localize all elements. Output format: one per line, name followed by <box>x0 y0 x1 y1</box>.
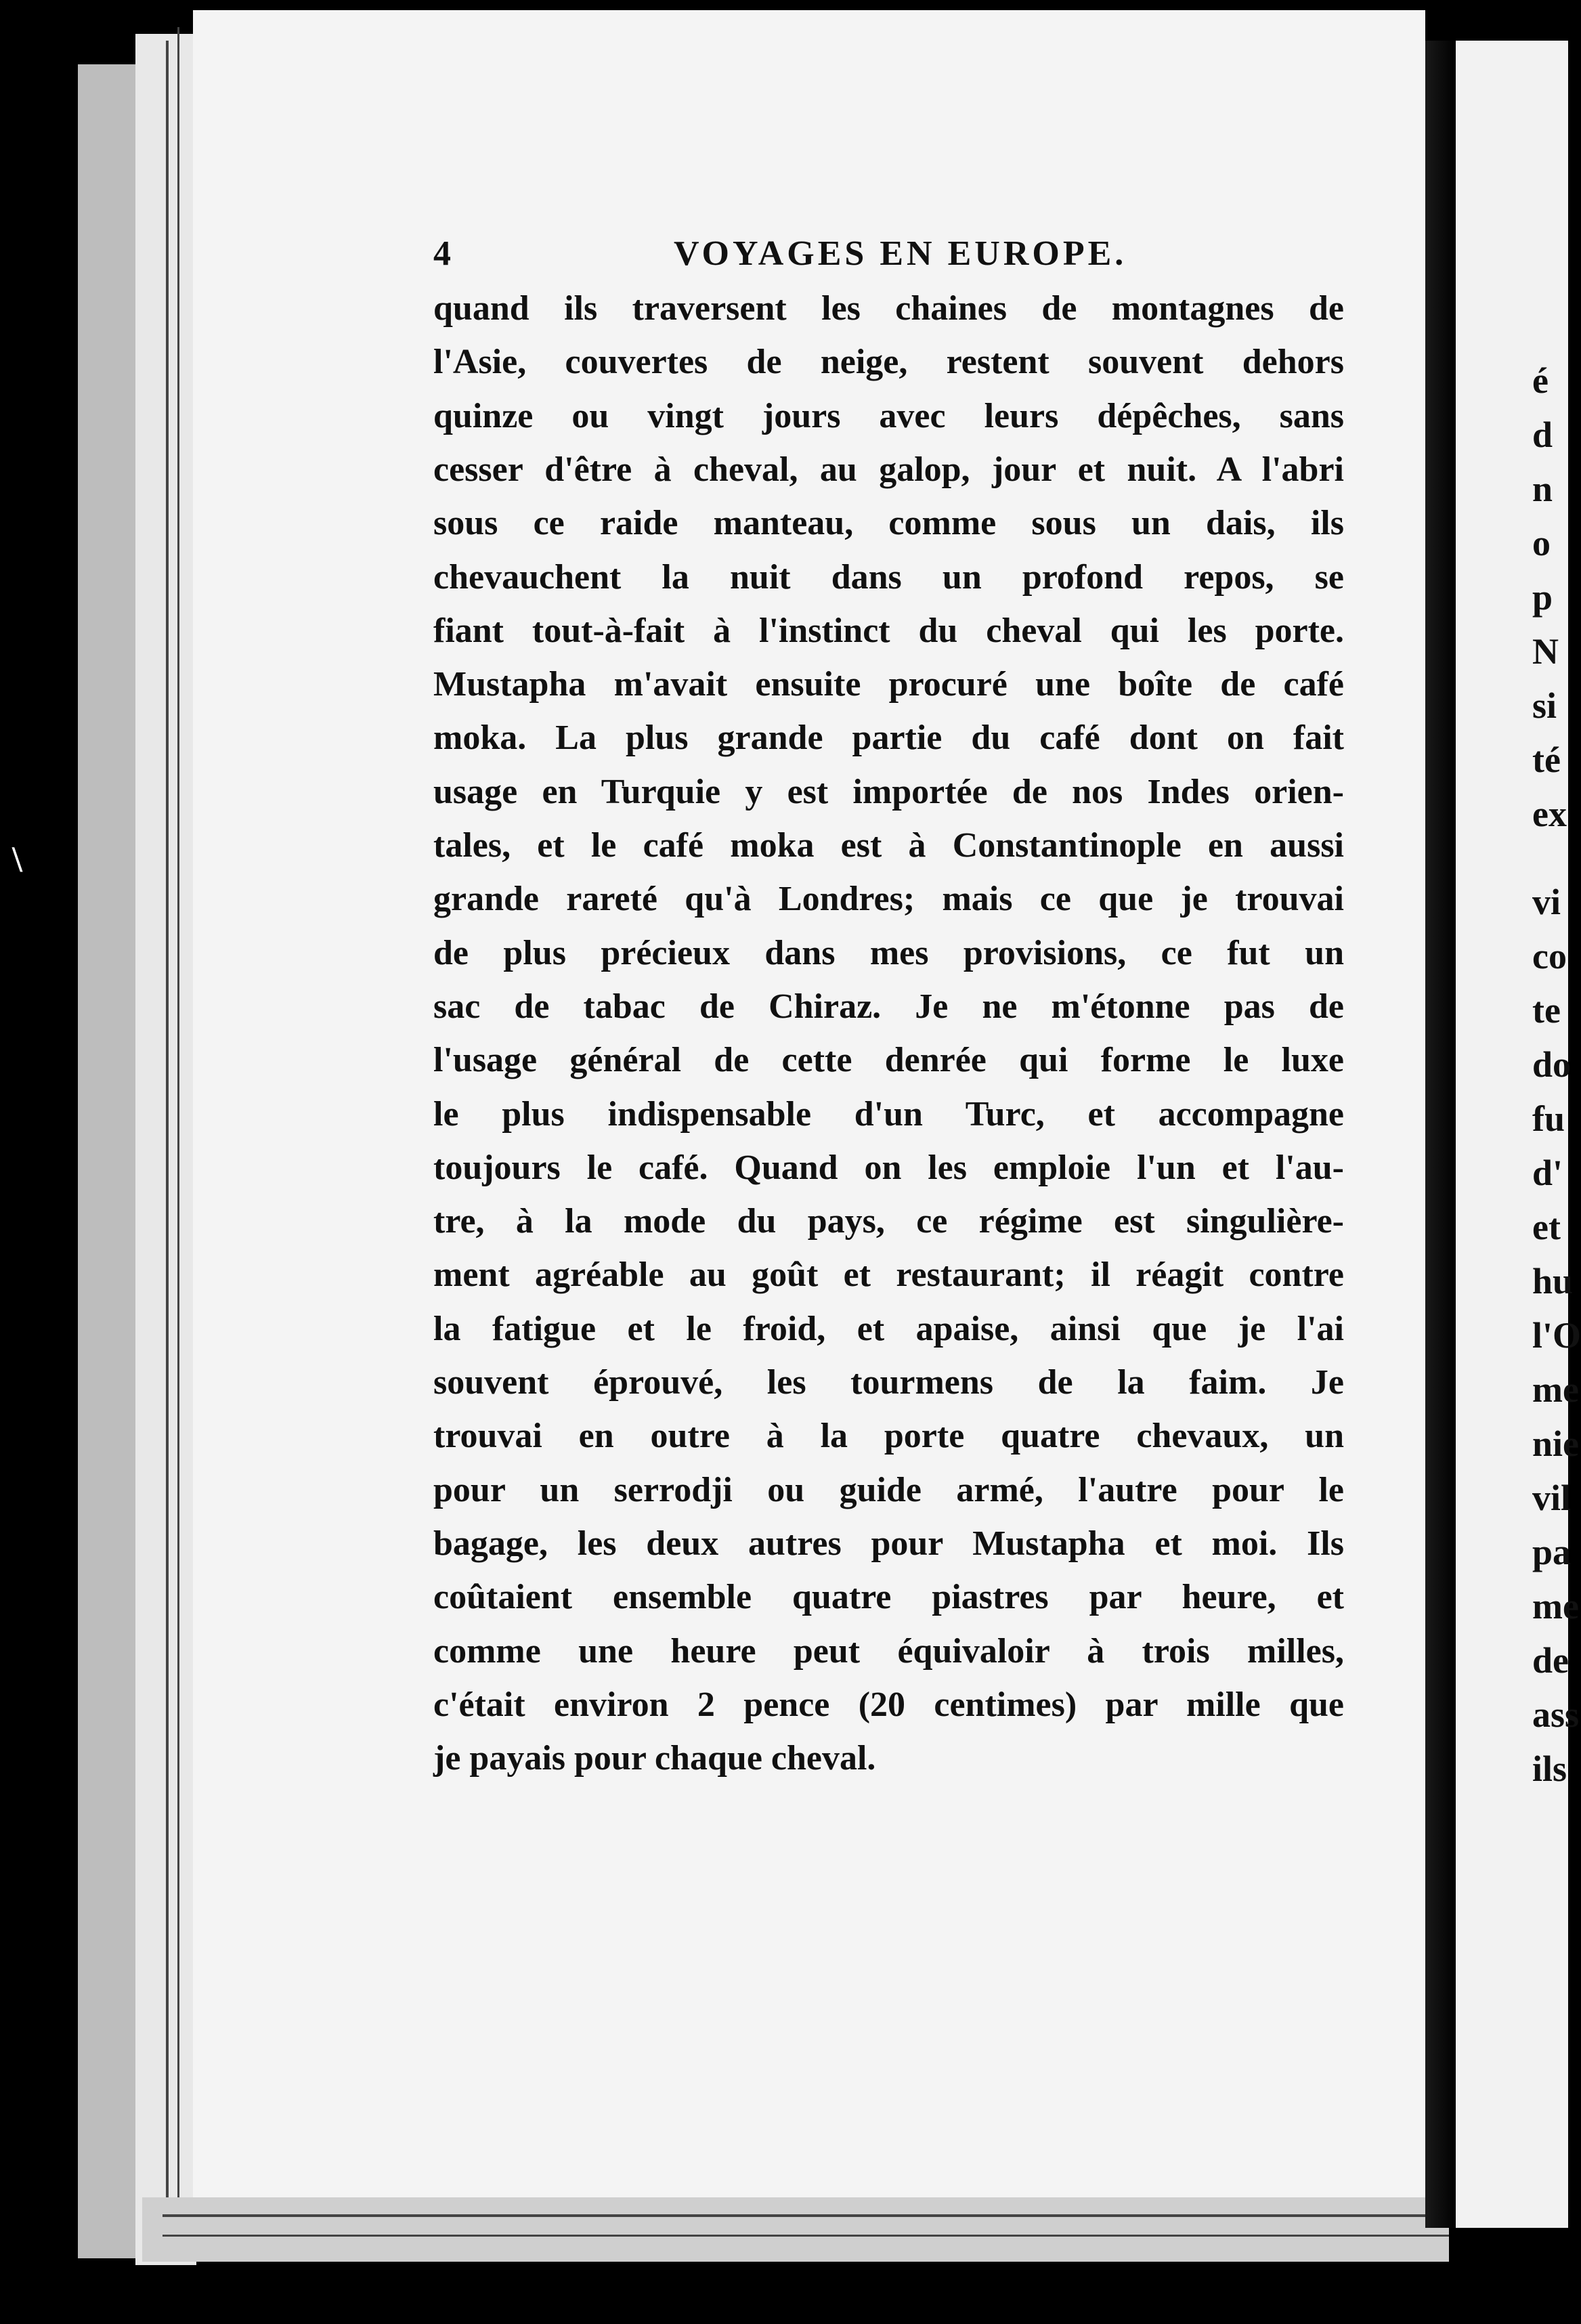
page-edge-line <box>177 27 179 2262</box>
facing-text-fragment: té <box>1532 739 1561 780</box>
text-line: ment agréable au goût et restaurant; il réagit contre <box>433 1255 1344 1294</box>
text-line: tales, et le café moka est à Constantinople en aussi <box>433 826 1344 865</box>
facing-text-fragment: p <box>1532 577 1553 618</box>
text-line: je payais pour chaque cheval. <box>433 1739 876 1778</box>
text-line: sous ce raide manteau, comme sous un dais, ils <box>433 504 1344 542</box>
facing-text-fragment: vil <box>1532 1478 1572 1518</box>
facing-text-fragment: me <box>1532 1369 1579 1410</box>
text-line: cesser d'être à cheval, au galop, jour et nuit. A l'abri <box>433 450 1344 489</box>
facing-text-fragment: et <box>1532 1207 1561 1247</box>
facing-text-fragment: vi <box>1532 882 1561 922</box>
text-line: de plus précieux dans mes provisions, ce fut un <box>433 934 1344 972</box>
page-number: 4 <box>433 234 451 273</box>
text-line: grande rareté qu'à Londres; mais ce que je trouvai <box>433 880 1344 918</box>
facing-text-fragment: ex <box>1532 794 1567 834</box>
facing-text-fragment: me <box>1532 1586 1579 1627</box>
text-line: bagage, les deux autres pour Mustapha et moi. Ils <box>433 1524 1344 1563</box>
text-line: c'était environ 2 pence (20 centimes) par mille que <box>433 1685 1344 1724</box>
running-title: VOYAGES EN EUROPE. <box>674 234 1127 273</box>
left-margin-mark: \ <box>12 839 23 880</box>
text-line: souvent éprouvé, les tourmens de la faim. Je <box>433 1363 1344 1402</box>
page-edge-line <box>163 2235 1449 2237</box>
facing-text-fragment: nie <box>1532 1423 1580 1464</box>
text-line: l'Asie, couvertes de neige, restent souvent dehors <box>433 343 1344 381</box>
page-edge-line <box>163 2214 1449 2217</box>
facing-text-fragment: si <box>1532 685 1557 726</box>
facing-text-fragment: l'O <box>1532 1315 1581 1356</box>
book-gutter <box>1425 41 1456 2228</box>
facing-text-fragment: ass <box>1532 1694 1580 1735</box>
page-stack-bottom-edge <box>142 2197 1449 2262</box>
text-line: tre, à la mode du pays, ce régime est singulière- <box>433 1202 1344 1241</box>
text-line: trouvai en outre à la porte quatre chevaux, un <box>433 1417 1344 1455</box>
facing-text-fragment: n <box>1532 469 1553 509</box>
text-line: chevauchent la nuit dans un profond repos, se <box>433 558 1344 597</box>
text-line: coûtaient ensemble quatre piastres par heure, et <box>433 1578 1344 1616</box>
facing-text-fragment: d' <box>1532 1153 1563 1193</box>
text-line: le plus indispensable d'un Turc, et accompagne <box>433 1095 1344 1134</box>
facing-text-fragment: te <box>1532 990 1561 1031</box>
facing-text-fragment: d <box>1532 414 1553 455</box>
text-line: sac de tabac de Chiraz. Je ne m'étonne pas de <box>433 987 1344 1026</box>
text-line: pour un serrodji ou guide armé, l'autre pour le <box>433 1471 1344 1509</box>
text-line: usage en Turquie y est importée de nos Indes orien- <box>433 773 1344 811</box>
facing-text-fragment: fu <box>1532 1098 1565 1139</box>
facing-text-fragment: N <box>1532 631 1559 672</box>
text-line: l'usage général de cette denrée qui forme le luxe <box>433 1041 1344 1079</box>
facing-text-fragment: o <box>1532 523 1551 563</box>
facing-text-fragment: co <box>1532 936 1567 976</box>
text-line: quand ils traversent les chaines de montagnes de <box>433 289 1344 328</box>
facing-text-fragment: de <box>1532 1640 1569 1681</box>
text-line: moka. La plus grande partie du café dont on fait <box>433 718 1344 757</box>
text-line: fiant tout-à-fait à l'instinct du cheval qui les porte. <box>433 611 1344 650</box>
page-edge-line <box>166 41 169 2262</box>
facing-text-fragment: do <box>1532 1044 1572 1085</box>
text-line: quinze ou vingt jours avec leurs dépêches, sans <box>433 397 1344 435</box>
text-line: Mustapha m'avait ensuite procuré une boîte de café <box>433 665 1344 704</box>
facing-text-fragment: é <box>1532 360 1548 401</box>
facing-text-fragment: pa <box>1532 1532 1572 1572</box>
facing-text-fragment: hu <box>1532 1261 1574 1301</box>
text-line: comme une heure peut équivaloir à trois milles, <box>433 1632 1344 1671</box>
text-line: la fatigue et le froid, et apaise, ainsi que je l'ai <box>433 1310 1344 1348</box>
text-line: toujours le café. Quand on les emploie l'un et l'au- <box>433 1148 1344 1187</box>
facing-text-fragment: ils <box>1532 1748 1567 1789</box>
